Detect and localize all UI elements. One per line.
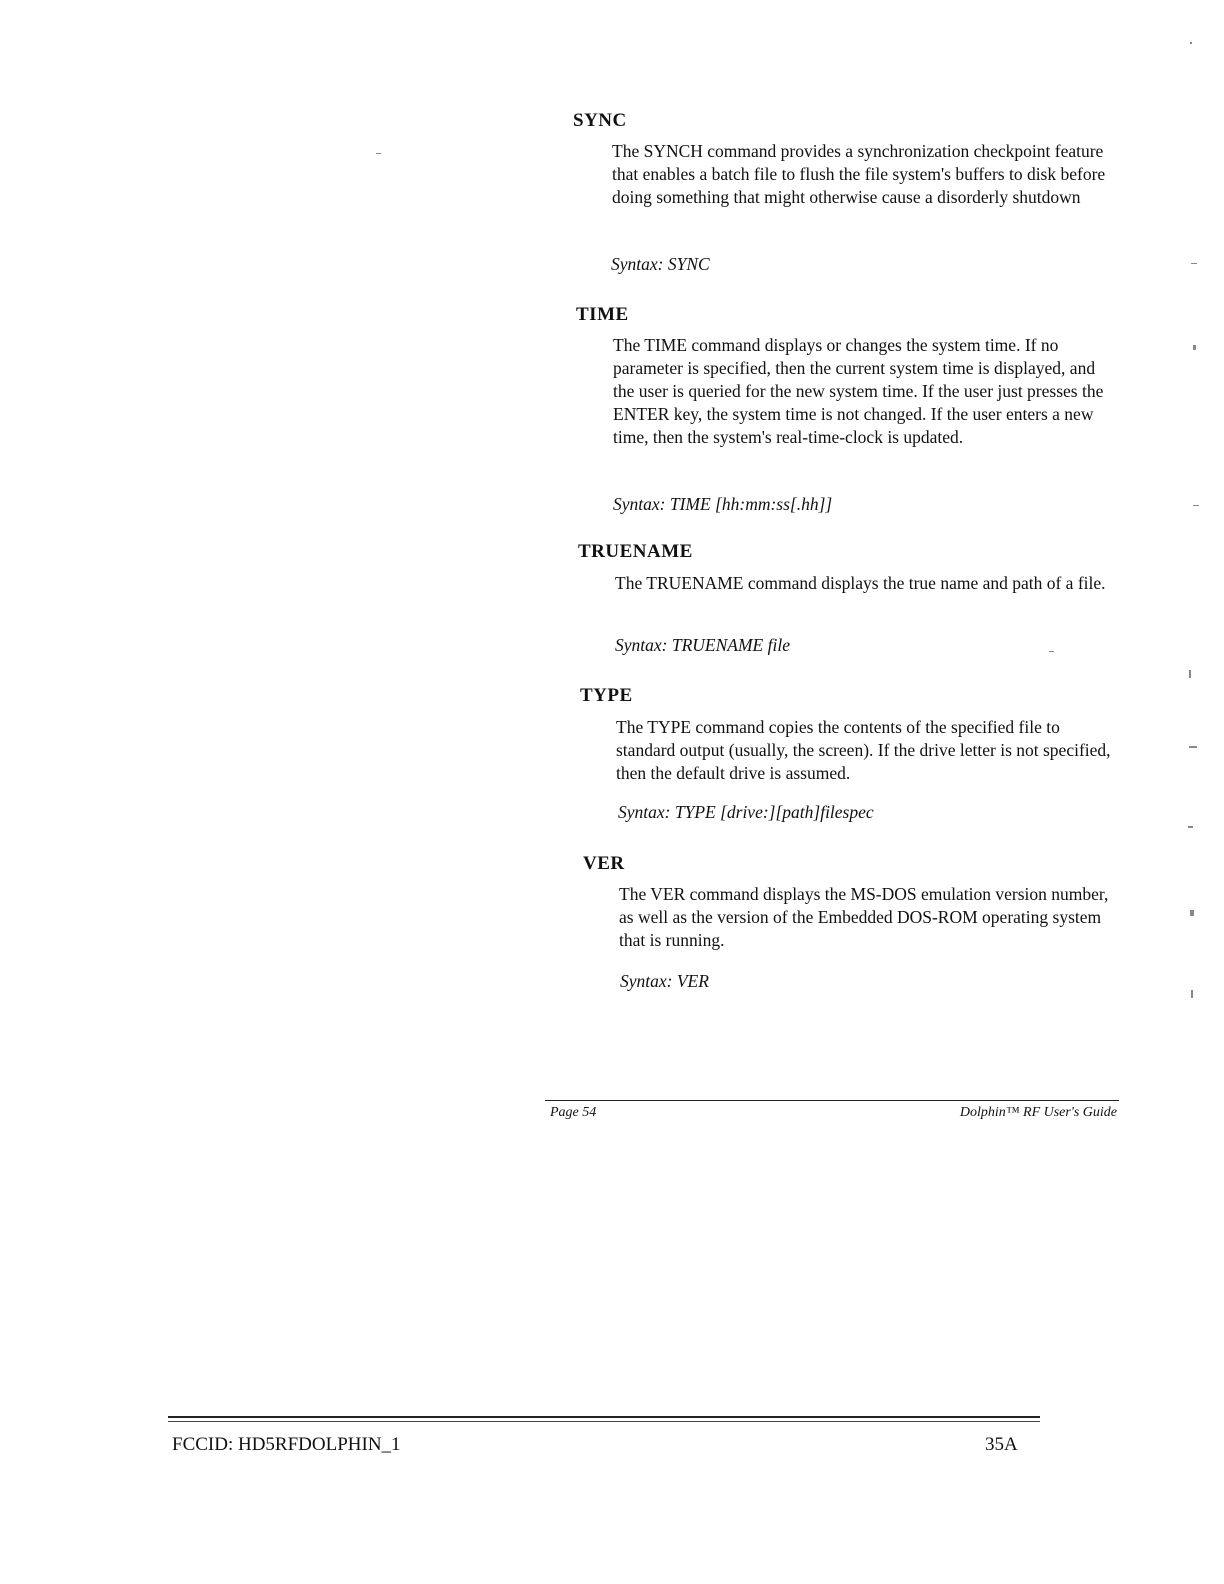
section-description-sync: The SYNCH command provides a synchronization checkpoint feature that enables a batch file to flush the file system's buffers to disk before doing something that might otherwise cause a disorderly shutdown (612, 141, 1106, 207)
section-description-time: The TIME command displays or changes the system time. If no parameter is specified, then the current system time is displayed, and the user is queried for the new system time. If the user just presses the ENTER key, the system time is not changed. If the user enters a new time, then the system's real-time-clock is updated. (613, 335, 1104, 447)
section-description-truename: The TRUENAME command displays the true name and path of a file. (615, 573, 1106, 593)
scan-speck (1189, 746, 1197, 748)
footer-rule (545, 1100, 1119, 1101)
section-heading-ver: VER (583, 853, 625, 874)
scan-speck (1189, 670, 1191, 678)
scan-speck (1190, 910, 1194, 916)
section-heading-truename: TRUENAME (578, 541, 693, 562)
footer-page-number: Page 54 (550, 1105, 597, 1120)
section-heading-type: TYPE (580, 685, 633, 706)
scan-speck (1049, 651, 1054, 652)
section-syntax-sync: Syntax: SYNC (611, 254, 710, 274)
section-description-type: The TYPE command copies the contents of the specified file to standard output (usually, the screen). If the drive letter is not specified, then the default drive is assumed. (616, 717, 1111, 783)
section-syntax-truename: Syntax: TRUENAME file (615, 635, 790, 655)
section-syntax-type: Syntax: TYPE [drive:][path]filespec (618, 802, 874, 822)
footer-guide-title: Dolphin™ RF User's Guide (959, 1105, 1117, 1120)
scan-speck (376, 153, 381, 154)
scan-speck (1193, 345, 1196, 350)
section-syntax-time: Syntax: TIME [hh:mm:ss[.hh]] (613, 494, 833, 514)
scan-speck (1191, 263, 1197, 264)
section-heading-time: TIME (576, 304, 629, 325)
scan-speck (1188, 826, 1193, 828)
scan-speck (1190, 42, 1192, 44)
scan-speck (1191, 990, 1193, 998)
fcc-rule-top (168, 1416, 1040, 1418)
section-description-ver: The VER command displays the MS-DOS emulation version number, as well as the version of the Embedded DOS-ROM operating system that is running. (619, 884, 1109, 950)
fcc-rule-bottom (168, 1421, 1040, 1422)
fcc-page-number: 35A (985, 1434, 1018, 1455)
scan-speck (1193, 505, 1199, 506)
section-heading-sync: SYNC (573, 110, 627, 131)
fcc-id: FCCID: HD5RFDOLPHIN_1 (172, 1434, 401, 1455)
section-syntax-ver: Syntax: VER (620, 971, 709, 991)
